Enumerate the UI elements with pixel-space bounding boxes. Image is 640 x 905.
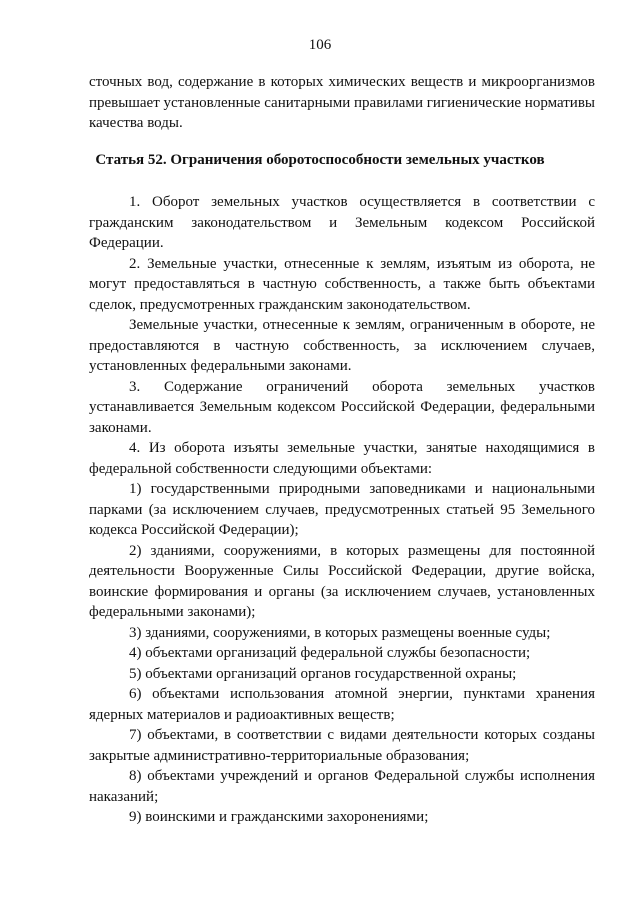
list-item-5: 5) объектами организаций органов государственной охраны; <box>129 665 517 682</box>
continuation-block <box>89 72 595 134</box>
list-item-2: 2) зданиями, сооружениями, в которых размещены для постоянной деятельности Вооруженные Силы Российской Федерации, другие войска, воинские формирования и органы (за исключением случаев, установленных федеральными законами); <box>89 542 595 620</box>
list-item-7: 7) объектами, в соответствии с видами деятельности которых созданы закрытые административно-территориальные образования; <box>89 727 595 764</box>
list-item-6: 6) объектами использования атомной энергии, пунктами хранения ядерных материалов и радиоактивных веществ; <box>89 686 595 723</box>
list-item-8: 8) объектами учреждений и органов Федеральной службы исполнения наказаний; <box>89 768 595 805</box>
continuation-paragraph: сточных вод, содержание в которых химических веществ и микроорганизмов превышает установленные санитарными правилами гигиенические нормативы качества воды. <box>89 74 595 131</box>
article-body <box>89 192 595 828</box>
paragraph-2: 2. Земельные участки, отнесенные к землям, изъятым из оборота, не могут предоставляться в частную собственность, а также быть объектами сделок, предусмотренных гражданским законодательством. <box>89 255 595 313</box>
paragraph-1: 1. Оборот земельных участков осуществляется в соответствии с гражданским законодательством и Земельным кодексом Российской Федерации. <box>89 194 595 251</box>
list-item-9: 9) воинскими и гражданскими захоронениями; <box>129 809 429 825</box>
paragraph-4: 4. Из оборота изъяты земельные участки, занятые находящимися в федеральной собственности следующими объектами: <box>89 440 595 477</box>
page-number: 106 <box>308 37 332 53</box>
paragraph-2-continued: Земельные участки, отнесенные к землям, ограниченным в обороте, не предоставляются в частную собственность, за исключением случаев, установленных федеральными законами. <box>89 317 595 374</box>
paragraph-3: 3. Содержание ограничений оборота земельных участков устанавливается Земельным кодексом Российской Федерации, федеральными законами. <box>89 378 595 436</box>
list-item-3: 3) зданиями, сооружениями, в которых размещены военные суды; <box>129 624 551 641</box>
list-item-1: 1) государственными природными заповедниками и национальными парками (за исключением случаев, предусмотренных статьей 95 Земельного кодекса Российской Федерации); <box>89 481 595 538</box>
list-item-4: 4) объектами организаций федеральной службы безопасности; <box>129 645 531 661</box>
article-title: Статья 52. Ограничения оборотоспособности земельных участков <box>95 152 545 168</box>
